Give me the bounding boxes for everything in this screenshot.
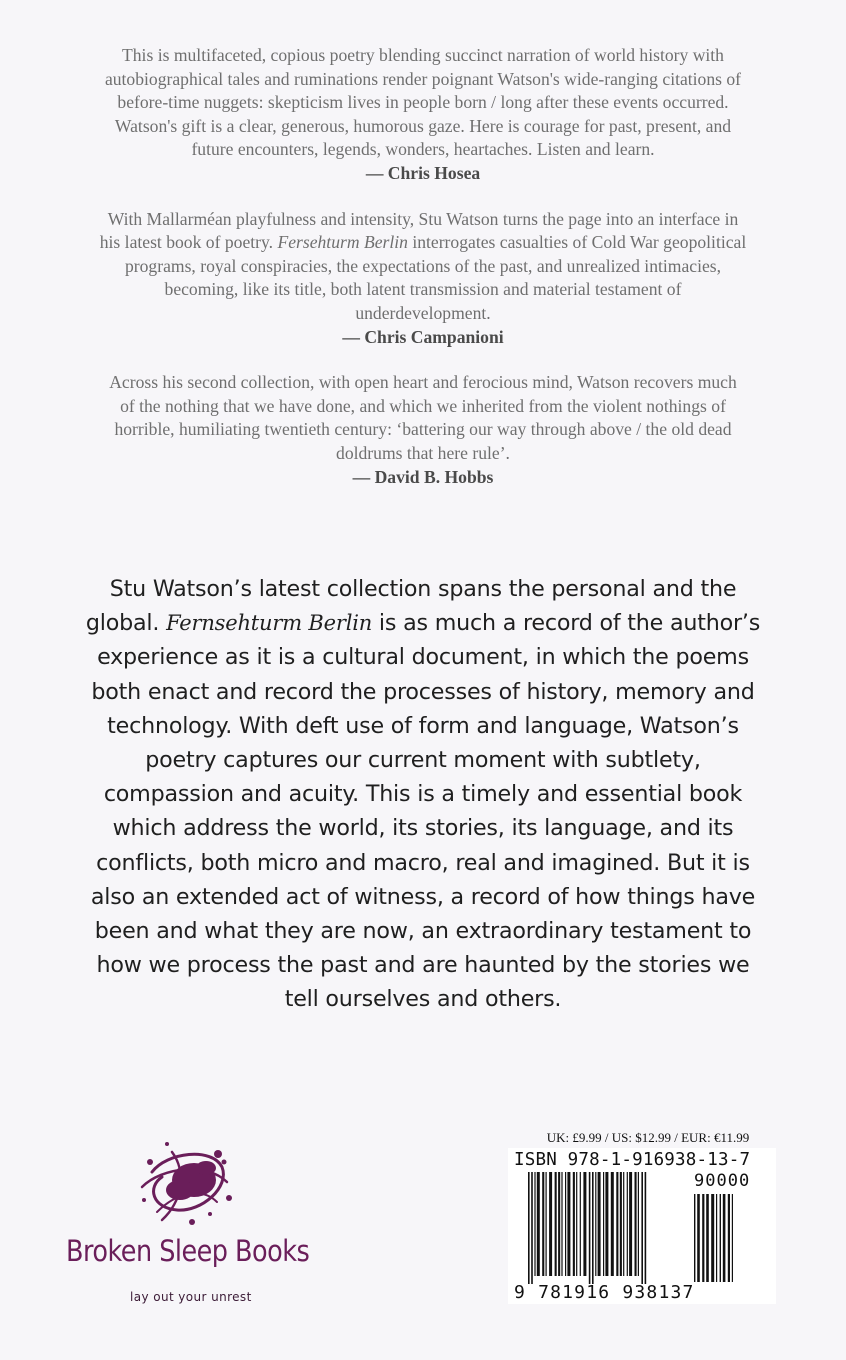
barcode-bar: [605, 1172, 608, 1276]
barcode-bar: [694, 1194, 695, 1282]
blurb-line: underdevelopment.: [355, 302, 491, 323]
barcode-bar: [603, 1172, 604, 1276]
blurb-line: becoming, like its title, both latent transmission and material testament of: [164, 279, 682, 300]
barcode-bar: [592, 1172, 594, 1284]
blurb-attribution: — Chris Campanioni: [342, 326, 504, 347]
barcode-bar: [561, 1172, 562, 1276]
blurb-line: With Mallarméan playfulness and intensity, Stu Watson turns the page into an interface in: [107, 208, 739, 229]
isbn-barcode: [508, 1148, 776, 1304]
ink-splatter-icon: [132, 1132, 242, 1242]
description-line: compassion and acuity. This is a timely and essential book: [103, 781, 743, 808]
publisher-tagline: lay out your unrest: [130, 1290, 252, 1304]
blurb-hobbs: [60, 371, 786, 489]
barcode-bar: [635, 1172, 637, 1276]
blurb-campanioni: [60, 208, 786, 350]
book-description: [62, 572, 784, 1017]
barcode-bar: [589, 1172, 591, 1284]
barcode-bar: [702, 1194, 704, 1282]
barcode-bar: [576, 1172, 577, 1276]
description-segment: global.: [85, 610, 167, 637]
barcode-bar: [720, 1194, 721, 1282]
barcode-bar: [706, 1194, 709, 1282]
blurb-text-segment: his latest book of poetry.: [99, 232, 278, 253]
barcode-bar: [534, 1172, 535, 1276]
description-line: [62, 606, 784, 640]
barcode-bar: [558, 1172, 560, 1276]
blurb-line: This is multifaceted, copious poetry blending succinct narration of world history with: [122, 45, 724, 65]
blurb-hosea: [60, 44, 786, 186]
description-line: both enact and record the processes of history, memory and: [91, 678, 755, 705]
blurb-line: before-time nuggets: skepticism lives in people born / long after these events occurred.: [117, 92, 729, 113]
blurb-line: doldrums that here rule’.: [336, 442, 510, 463]
description-line: technology. With deft use of form and language, Watson’s: [107, 712, 739, 739]
description-line: also an extended act of witness, a record of how things have: [90, 883, 756, 910]
barcode-bar: [567, 1172, 570, 1276]
barcode-bar: [542, 1172, 544, 1276]
blurb-line: autobiographical tales and ruminations render poignant Watson's wide-ranging citations of: [104, 68, 742, 89]
barcode-bar: [580, 1172, 581, 1276]
barcode-bar: [616, 1172, 618, 1276]
description-line: conflicts, both micro and macro, real and imagined. But it is: [96, 849, 750, 876]
description-line: tell ourselves and others.: [284, 986, 562, 1013]
description-line: which address the world, its stories, its language, and its: [112, 815, 734, 842]
ean-digits: 9 781916 938137: [514, 1282, 695, 1303]
blurb-line: [60, 231, 786, 255]
description-line: how we process the past and are haunted by the stories we: [96, 952, 750, 979]
blurb-line: Across his second collection, with open heart and ferocious mind, Watson recovers much: [109, 372, 737, 393]
barcode-bar: [555, 1172, 557, 1276]
blurb-line: Watson's gift is a clear, generous, humorous gaze. Here is courage for past, present, and: [114, 115, 732, 136]
description-line: poetry captures our current moment with subtlety,: [145, 747, 701, 774]
barcode-bar: [537, 1172, 540, 1276]
barcode-bar: [549, 1172, 552, 1276]
barcode-bar: [641, 1172, 643, 1284]
description-segment: is as much a record of the author’s: [372, 610, 761, 637]
barcode-bar: [573, 1172, 575, 1276]
description-line: experience as it is a cultural document, in which the poems: [97, 644, 749, 671]
barcode-bar: [629, 1172, 632, 1276]
publisher-logo: [60, 1128, 320, 1318]
barcode-bar: [711, 1194, 714, 1282]
publisher-name: Broken Sleep Books: [66, 1234, 310, 1268]
description-line: Stu Watson’s latest collection spans the personal and the: [109, 576, 737, 602]
barcode-bar: [697, 1194, 700, 1282]
addon-digits: 90000: [694, 1171, 751, 1191]
barcode-bar: [598, 1172, 601, 1276]
barcode-bar: [583, 1172, 586, 1276]
barcode-bar: [732, 1194, 733, 1282]
barcode-bar: [531, 1172, 533, 1284]
book-title: Fersehturm Berlin: [277, 232, 408, 253]
blurb-text-segment: interrogates casualties of Cold War geopolitical: [407, 232, 747, 253]
barcode-bar: [627, 1172, 628, 1276]
description-line: been and what they are now, an extraordinary testament to: [94, 918, 752, 945]
blurb-line: programs, royal conspiracies, the expectations of the past, and unrealized intimacies,: [124, 255, 722, 276]
barcode-bar: [716, 1194, 717, 1282]
barcode-bar: [528, 1172, 530, 1284]
isbn-number: ISBN 978-1-916938-13-7: [514, 1150, 751, 1170]
blurb-line: future encounters, legends, wonders, heartaches. Listen and learn.: [191, 139, 655, 160]
book-title: Fernsehturm Berlin: [166, 611, 373, 636]
barcode-bar: [595, 1172, 596, 1276]
blurb-line: of the nothing that we have done, and which we inherited from the violent nothings of: [120, 395, 726, 416]
praise-blurbs: [60, 44, 786, 511]
barcode-bar: [638, 1172, 639, 1276]
barcode-bar: [728, 1194, 730, 1282]
blurb-attribution: — Chris Hosea: [365, 162, 481, 183]
price-line: UK: £9.99 / US: $12.99 / EUR: €11.99: [546, 1130, 750, 1145]
barcode-bar: [565, 1172, 566, 1276]
barcode-bar: [645, 1172, 647, 1284]
barcode-bar: [611, 1172, 614, 1276]
blurb-line: horrible, humiliating twentieth century: ‘battering our way through above / the old dead: [114, 419, 732, 440]
barcode-bar: [546, 1172, 547, 1276]
barcode-bar: [723, 1194, 726, 1282]
barcode-bar: [620, 1172, 622, 1276]
barcode-bar: [623, 1172, 624, 1276]
blurb-attribution: — David B. Hobbs: [352, 466, 494, 487]
